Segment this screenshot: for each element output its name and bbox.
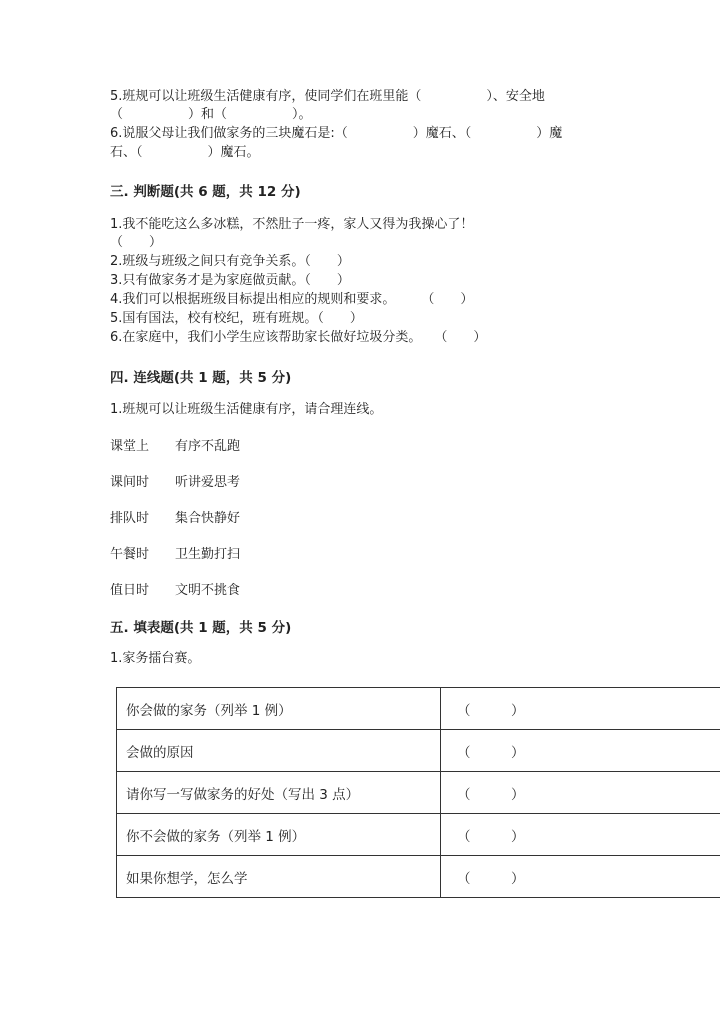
table-answer-cell[interactable]: （ ） — [441, 814, 720, 856]
match-left-item[interactable]: 课间时 — [110, 475, 150, 490]
table-row — [117, 814, 720, 856]
question-5-line-2: （ ）和（ ）。 — [110, 107, 312, 122]
table-prompt-cell: 你会做的家务（列举 1 例） — [117, 688, 441, 730]
table-answer-cell[interactable]: （ ） — [441, 688, 720, 730]
judge-question-2: 2.班级与班级之间只有竞争关系。（ ） — [110, 254, 350, 269]
table-prompt-cell: 你不会做的家务（列举 1 例） — [117, 814, 441, 856]
question-5-line-1: 5.班规可以让班级生活健康有序，使同学们在班里能（ ）、安全地 — [110, 89, 545, 104]
question-6-line-1: 6.说服父母让我们做家务的三块魔石是:（ ）魔石、（ ）魔 — [110, 126, 563, 141]
section-5-heading: 五. 填表题(共 1 题，共 5 分) — [110, 620, 292, 636]
match-right-item[interactable]: 有序不乱跑 — [175, 439, 241, 454]
question-6-line-2: 石、（ ）魔石。 — [110, 145, 260, 160]
match-left-item[interactable]: 排队时 — [110, 511, 150, 526]
table-row — [117, 688, 720, 730]
match-right-item[interactable]: 集合快静好 — [175, 511, 241, 526]
judge-question-4: 4.我们可以根据班级目标提出相应的规则和要求。 （ ） — [110, 292, 474, 307]
table-prompt-cell: 请你写一写做家务的好处（写出 3 点） — [117, 772, 441, 814]
judge-question-1-line-1: 1.我不能吃这么多冰糕，不然肚子一疼，家人又得为我操心了！ — [110, 217, 474, 232]
judge-question-5: 5.国有国法，校有校纪，班有班规。（ ） — [110, 311, 363, 326]
judge-question-6: 6.在家庭中，我们小学生应该帮助家长做好垃圾分类。 （ ） — [110, 330, 487, 345]
table-prompt-cell: 如果你想学，怎么学 — [117, 856, 441, 898]
housework-table — [116, 687, 720, 898]
match-left-item[interactable]: 午餐时 — [110, 547, 150, 562]
match-right-item[interactable]: 卫生勤打扫 — [175, 547, 241, 562]
table-answer-cell[interactable]: （ ） — [441, 772, 720, 814]
table-row — [117, 772, 720, 814]
match-right-item[interactable]: 文明不挑食 — [175, 583, 241, 598]
judge-question-3: 3.只有做家务才是为家庭做贡献。（ ） — [110, 273, 350, 288]
match-left-item[interactable]: 值日时 — [110, 583, 150, 598]
table-row — [117, 730, 720, 772]
table-answer-cell[interactable]: （ ） — [441, 730, 720, 772]
judge-question-1-line-2: （ ） — [110, 235, 163, 250]
table-prompt-cell: 会做的原因 — [117, 730, 441, 772]
table-row — [117, 856, 720, 898]
table-answer-cell[interactable]: （ ） — [441, 856, 720, 898]
section-4-heading: 四. 连线题(共 1 题，共 5 分) — [110, 370, 292, 386]
table-question-1: 1.家务擂台赛。 — [110, 651, 201, 666]
match-question-1: 1.班规可以让班级生活健康有序，请合理连线。 — [110, 402, 383, 417]
match-right-item[interactable]: 听讲爱思考 — [175, 475, 241, 490]
match-left-item[interactable]: 课堂上 — [110, 439, 150, 454]
section-3-heading: 三. 判断题(共 6 题，共 12 分) — [110, 184, 301, 200]
